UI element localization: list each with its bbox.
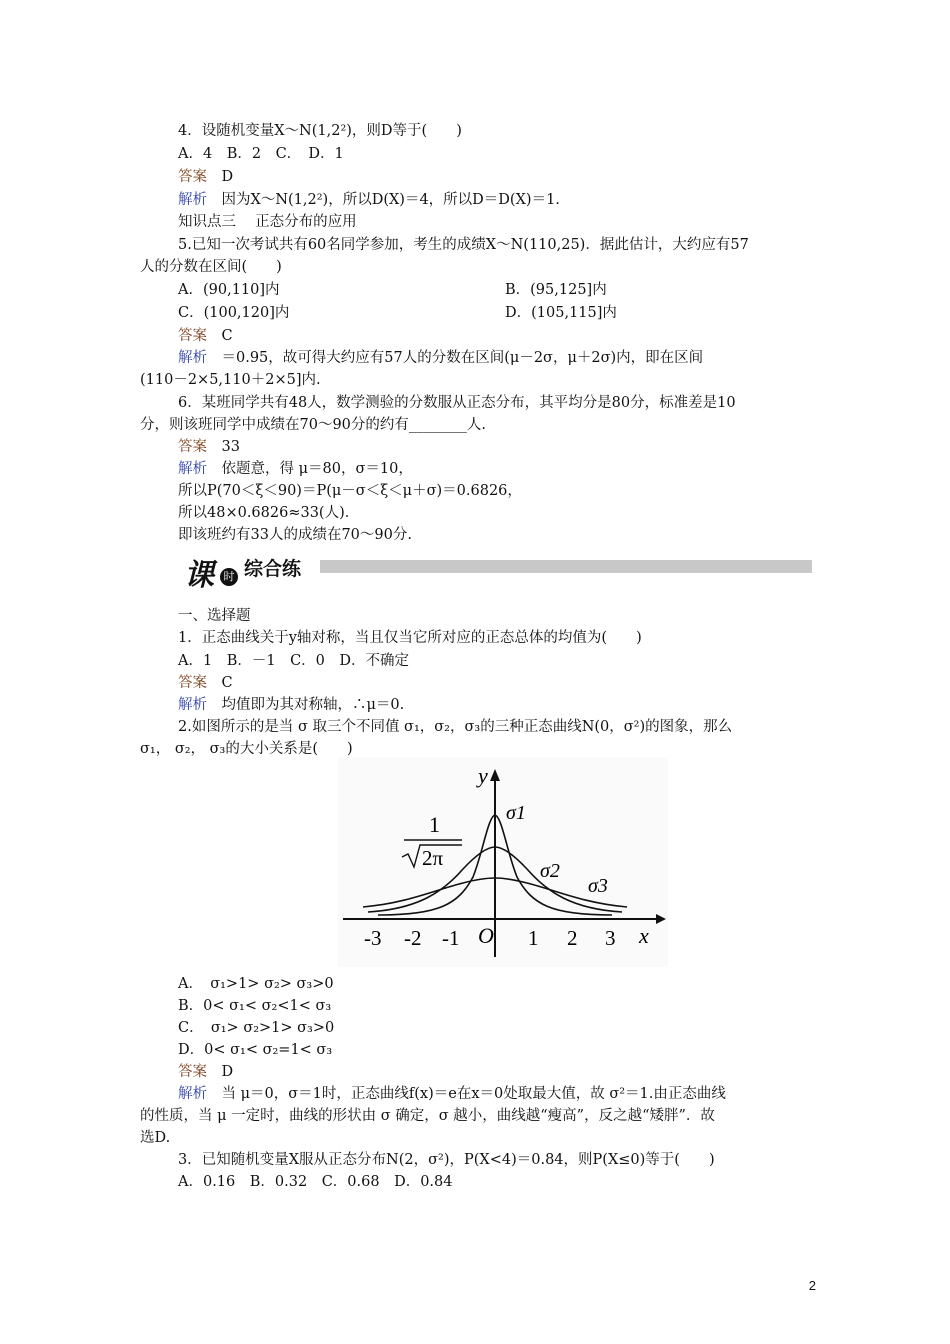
question-2-line-2: σ₁， σ₂， σ₃的大小关系是( ) [140,741,353,757]
question-1: 1．正态曲线关于y轴对称，当且仅当它所对应的正态总体的均值为( ) [178,630,642,646]
tick-label: -2 [404,926,422,950]
analysis-label: 解析 [178,461,207,477]
question-5-analysis-2: (110－2×5,110＋2×5]内. [140,372,321,388]
question-2-analysis-3: 选D. [140,1130,171,1146]
section-heading: 一、选择题 [178,608,251,624]
answer-label: 答案 [178,675,207,691]
answer-label: 答案 [178,439,207,455]
question-3-options: A．0.16 B．0.32 C．0.68 D．0.84 [178,1174,453,1190]
analysis-text: 均值即为其对称轴，∴μ＝0. [221,697,405,713]
answer-value: D [221,1064,234,1080]
sigma-1-label: σ1 [506,802,526,824]
analysis-text: 当 μ＝0，σ＝1时，正态曲线f(x)＝e在x＝0处取最大值，故 σ²＝1.由正态曲线 [221,1086,726,1102]
answer-value: D [221,169,234,185]
question-2-line-1: 2.如图所示的是当 σ 取三个不同值 σ₁，σ₂，σ₃的三种正态曲线N(0，σ²)的图象，那么 [178,719,733,735]
question-5-option-a: A．(90,110]内 [178,282,280,298]
section-knowledge-3: 知识点三 正态分布的应用 [178,214,357,230]
analysis-text: 因为X～N(1,2²)，所以D(X)＝4，所以D＝D(X)＝1. [221,192,560,208]
question-2-answer [178,1063,233,1081]
question-2-option-a: A． σ₁>1> σ₂> σ₃>0 [178,976,334,992]
question-3: 3．已知随机变量X服从正态分布N(2，σ²)，P(X<4)＝0.84，则P(X≤0)等于( ) [178,1152,715,1168]
question-6-line-5: 即该班约有33人的成绩在70～90分. [178,527,412,543]
question-5-option-d: D．(105,115]内 [505,305,617,321]
question-2-option-d: D．0< σ₁< σ₂=1< σ₃ [178,1042,333,1058]
sigma-3-label: σ3 [588,875,608,897]
tick-label: 1 [528,926,539,950]
question-5-answer [178,327,233,345]
analysis-label: 解析 [178,697,207,713]
answer-value: C [221,675,233,691]
origin-label: O [478,923,494,948]
question-1-answer [178,674,233,692]
page-number: 2 [808,1278,816,1293]
answer-label: 答案 [178,328,207,344]
answer-label: 答案 [178,169,207,185]
normal-curves-figure [338,757,668,967]
x-axis-label: x [639,923,649,948]
question-2-option-b: B．0< σ₁< σ₂<1< σ₃ [178,998,332,1014]
banner-logo: 课 [184,558,214,593]
question-5-analysis [178,349,703,367]
tick-label: 3 [605,926,616,950]
question-6-answer [178,438,240,456]
question-6-line-3: 所以P(70＜ξ＜90)＝P(μ－σ＜ξ＜μ＋σ)＝0.6826， [178,483,522,499]
analysis-text: ＝0.95，故可得大约应有57人的分数在区间(μ－2σ，μ＋2σ)内，即在区间 [221,350,704,366]
banner-title: 综合练 [244,558,302,580]
question-4-analysis [178,191,560,209]
question-4: 4．设随机变量X～N(1,2²)，则D等于( ) [178,123,462,139]
tick-label: 2 [567,926,578,950]
question-4-answer [178,168,233,186]
analysis-label: 解析 [178,192,207,208]
question-5-line-1: 5.已知一次考试共有60名同学参加，考生的成绩X～N(110,25)．据此估计，大约应有57 [178,237,749,253]
fraction-numerator: 1 [429,812,440,837]
question-2-analysis-2: 的性质，当 μ 一定时，曲线的形状由 σ 确定，σ 越小，曲线越“瘦高”，反之越“矮胖”．故 [140,1108,715,1124]
question-1-options: A．1 B．－1 C．0 D．不确定 [178,653,410,669]
fraction-denominator: 2π [422,846,444,870]
answer-value: 33 [221,439,240,455]
question-5-option-c: C．(100,120]内 [178,305,290,321]
analysis-text: 依题意，得 μ＝80，σ＝10， [221,461,413,477]
tick-label: -1 [442,926,460,950]
question-5-option-b: B．(95,125]内 [505,282,607,298]
question-4-options: A．4 B．2 C． D．1 [178,146,344,162]
question-5-line-2: 人的分数在区间( ) [140,259,282,275]
question-6-line-1: 6．某班同学共有48人，数学测验的分数服从正态分布，其平均分是80分，标准差是10 [178,395,736,411]
question-2-option-c: C． σ₁> σ₂>1> σ₃>0 [178,1020,335,1036]
banner-bar [320,560,812,573]
question-2-analysis [178,1085,726,1103]
question-6-analysis [178,460,413,478]
tick-label: -3 [364,926,382,950]
analysis-label: 解析 [178,1086,207,1102]
question-6-line-2: 分，则该班同学中成绩在70～90分的约有________人. [140,417,487,433]
sigma-2-label: σ2 [540,860,560,882]
answer-label: 答案 [178,1064,207,1080]
question-6-line-4: 所以48×0.6826≈33(人)． [178,505,360,521]
analysis-label: 解析 [178,350,207,366]
y-axis-label: y [478,763,488,788]
banner-badge: 时 [220,568,238,586]
section-banner [180,548,812,592]
question-1-analysis [178,696,404,714]
answer-value: C [221,328,233,344]
